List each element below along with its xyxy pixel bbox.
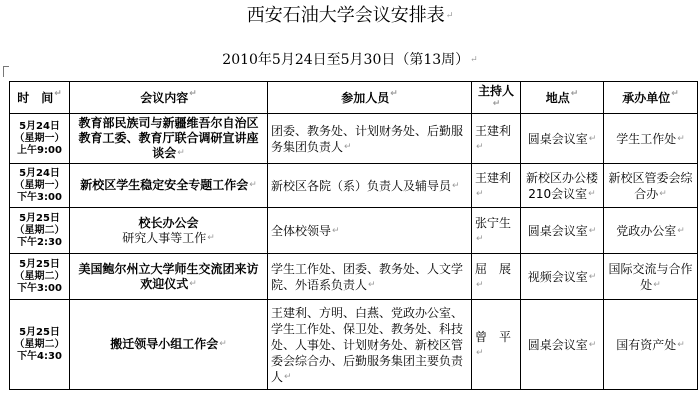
header-place: 地点↵ [521,82,604,114]
meeting-schedule-table [9,81,698,390]
cell-organizer: 国际交流与合作处↵ [604,254,698,300]
cell-organizer: 新校区管委会综合办↵ [604,164,698,208]
paragraph-mark-icon: ↵ [445,11,454,21]
document-subtitle-text: 2010年5月24日至5月30日（第13周） [222,52,470,68]
cell-time: 5月25日 （星期二） 下午3:00 [10,254,70,300]
cell-host: 张宁生↵ [472,208,521,254]
header-attendees: 参加人员↵ [268,82,472,114]
paragraph-mark-icon: ↵ [470,55,478,65]
cell-place: 圆桌会议室↵ [521,300,604,390]
margin-corner-mark [3,66,9,77]
cell-place: 视频会议室↵ [521,254,604,300]
cell-attendees: 学生工作处、团委、教务处、人文学院、外语系负责人↵ [268,254,472,300]
table-row [10,300,698,390]
table-row [10,254,698,300]
table-header-row [10,82,698,114]
cell-place: 圆桌会议室↵ [521,208,604,254]
cell-host: 王建利↵ [472,114,521,164]
cell-time: 5月24日 （星期一） 上午9:00 [10,114,70,164]
cell-place: 圆桌会议室↵ [521,114,604,164]
table-row [10,208,698,254]
table-row [10,164,698,208]
document-title [0,3,700,29]
cell-organizer: 党政办公室↵ [604,208,698,254]
cell-attendees: 全体校领导↵ [268,208,472,254]
document-title-text: 西安石油大学会议安排表 [246,5,445,26]
cell-content: 搬迁领导小组工作会↵ [70,300,268,390]
table-row [10,114,698,164]
cell-attendees: 王建利、方明、白燕、党政办公室、学生工作处、保卫处、教务处、科技处、人事处、计划财务处、新校区管委会综合办、后勤服务集团主要负责人↵ [268,300,472,390]
cell-content: 新校区学生稳定安全专题工作会↵ [70,164,268,208]
cell-time: 5月24日 （星期一） 下午3:00 [10,164,70,208]
cell-organizer: 国有资产处↵ [604,300,698,390]
cell-content: 校长办公会 研究人事等工作↵ [70,208,268,254]
cell-host: 曾 平↵ [472,300,521,390]
cell-time: 5月25日 （星期二） 下午2:30 [10,208,70,254]
header-content: 会议内容↵ [70,82,268,114]
cell-organizer: 学生工作处↵ [604,114,698,164]
cell-host: 屈 展↵ [472,254,521,300]
document-subtitle [0,51,700,69]
cell-attendees: 团委、教务处、计划财务处、后勤服务集团负责人↵ [268,114,472,164]
cell-content: 教育部民族司与新疆维吾尔自治区教育工委、教育厅联合调研宣讲座谈会↵ [70,114,268,164]
cell-attendees: 新校区各院（系）负责人及辅导员↵ [268,164,472,208]
cell-place: 新校区办公楼210会议室↵ [521,164,604,208]
cell-host: 王建利↵ [472,164,521,208]
header-host: 主持人↵ [472,82,521,114]
header-organizer: 承办单位↵ [604,82,698,114]
cell-time: 5月25日 （星期二） 下午4:30 [10,300,70,390]
header-time: 时 间↵ [10,82,70,114]
cell-content: 美国鲍尔州立大学师生交流团来访欢迎仪式↵ [70,254,268,300]
